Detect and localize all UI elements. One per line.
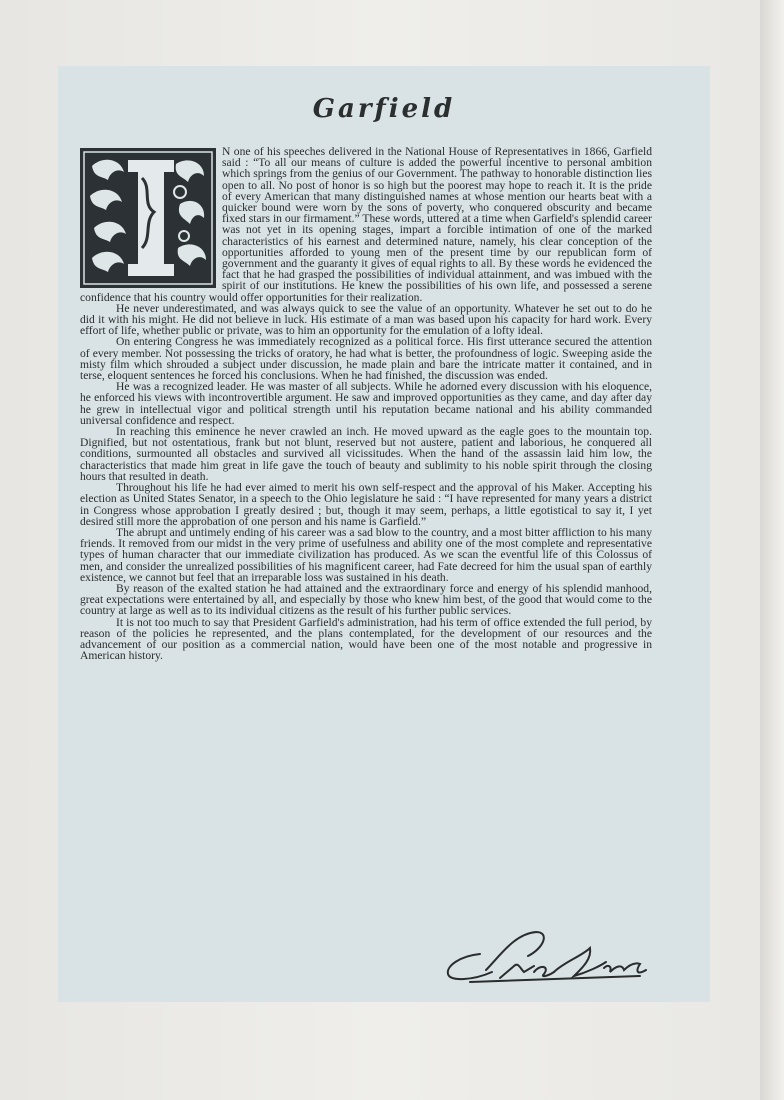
paragraph: It is not too much to say that President Garfield's administration, had his term of office extended the full period, by reason of the policies he represented, and the plans contemplated, for the development of our resources and the advancement of our position as a commercial nation, would have been one of the most notable and progressive in American history. <box>80 615 652 663</box>
page-edge <box>760 0 784 1100</box>
paragraph: By reason of the exalted station he had attained and the extraordinary force and energy of his splendid manhood, great expectations were entertained by all, and especially by those who knew him best, of the good that would come to the country at large as well as to its individual citizens as the result of his further public services. <box>80 581 652 618</box>
paragraph: In reaching this eminence he never crawled an inch. He moved upward as the eagle goes to the mountain top. Dignified, but not ostentatious, frank but not blunt, reserved but not austere, patient and laborious, he conquered all conditions, surmounted all obstacles and survived all vicissitudes. When the hand of the assassin laid him low, the characteristics that made him great in life gave the touch of beauty and sublimity to his noble spirit through the closing hours that resulted in death. <box>80 425 652 483</box>
handwritten-signature <box>440 926 660 992</box>
page-title: Garfield <box>312 94 456 124</box>
paragraph: On entering Congress he was immediately recognized as a political force. His first utterance secured the attention of every member. Not possessing the tricks of oratory, he had what is better, the profoundness of logic. Sweeping aside the misty film which shrouded a subject under discussion, he made plain and bare the intricate matter it contained, and in terse, eloquent sentences he forced his conclusions. When he had finished, the discussion was ended. <box>80 335 652 383</box>
article-body <box>80 146 652 661</box>
paragraph: Throughout his life he had ever aimed to merit his own self-respect and the approval of his Maker. Accepting his election as United States Senator, in a speech to the Ohio legislature he said : “I have represented for many years a district in Congress whose approbation I greatly desired ; but, though it may seem, perhaps, a little egotistical to say it, I yet desired still more the approbation of one person and his name is Garfield.” <box>80 481 652 528</box>
dropcap-foliage-icon <box>80 148 216 288</box>
ornamental-dropcap <box>80 148 216 288</box>
signature-icon <box>440 926 660 992</box>
paragraph: He was a recognized leader. He was master of all subjects. While he adorned every discussion with his eloquence, he enforced his views with incontrovertible argument. He saw and improved opportunities as they came, and day after day he grew in intellectual vigor and political strength until his reputation became national and his ability commanded universal confidence and respect. <box>80 380 652 427</box>
paragraph-first <box>80 146 652 303</box>
first-paragraph-text: N one of his speeches delivered in the National House of Representatives in 1866, Garfield said : “To all our means of culture is added the powerful incentive to personal ambition which springs from the genius of our Government. The pathway to honorable distinction lies open to all. No post of honor is so high but the poorest may hope to reach it. It is the pride of every American that many distinguished names at whose mention our hearts beat with a quicker bound were worn by the sons of poverty, who conquered obscurity and became fixed stars in our firmament.” These words, uttered at a time when Garfield's splendid career was not yet in its opening stages, impart a forcible intimation of one of the marked characteristics of his earnest and determined nature, namely, his clear conception of the opportunities afforded to young men of the present time by our republican form of government and the guaranty it gives of equal rights to all. By these words he evidenced the fact that he had grasped the possibilities of individual attainment, and was imbued with the spirit of our institutions. He knew the possibilities of his own life, and possessed a serene confidence that his country would offer opportunities for their realization. <box>80 145 652 304</box>
paragraph: The abrupt and untimely ending of his career was a sad blow to the country, and a most bitter affliction to his many friends. It removed from our midst in the very prime of usefulness and ability one of the most complete and representative types of human character that our immediate civilization has produced. As we scan the eventful life of this Colossus of men, and consider the unrealized possibilities of his magnificent career, had Fate decreed for him the usual span of earthly existence, we cannot but feel that an irreparable loss was sustained in his death. <box>80 525 652 584</box>
paragraph: He never underestimated, and was always quick to see the value of an opportunity. Whatever he set out to do he did it with his might. He did not believe in luck. His estimate of a man was based upon his capacity for hard work. Every effort of life, whether public or private, was to him an opportunity for the emulation of a lofty ideal. <box>80 301 652 338</box>
